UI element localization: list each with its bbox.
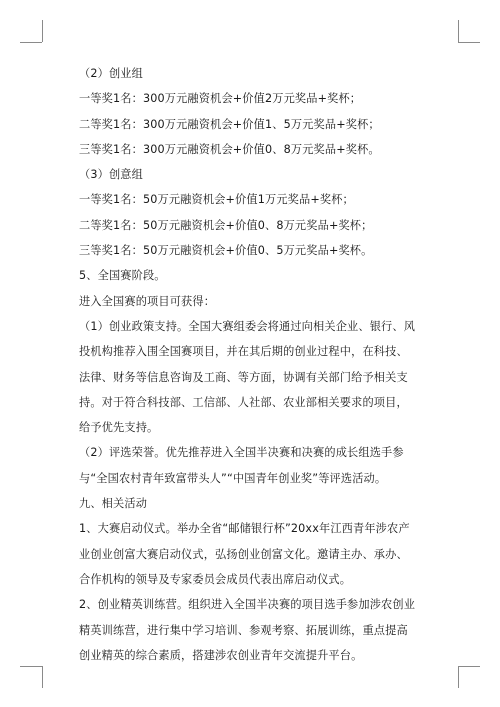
paragraph-policy-support: （1）创业政策支持。全国大赛组委会将通过向相关企业、银行、风投机构推荐入围全国赛项目，并在其后期的创业过程中，在科技、法律、财务等信息咨询及工商、等方面，协调有关部门给予相关支持。对于符合科技部、工信部、人社部、农业部相关要求的项目，给予优先支持。 (79, 319, 416, 435)
crop-mark-bottom-left (42, 666, 43, 688)
prize-line: 一等奖1名：300万元融资机会+价值2万元奖品+奖杯； (79, 92, 362, 106)
paragraph-honors: （2）评选荣誉。优先推荐进入全国半决赛和决赛的成长组选手参与“全国农村青年致富带头人”“中国青年创业奖”等评选活动。 (79, 446, 404, 485)
crop-mark-top-right (458, 42, 480, 43)
crop-mark-bottom-right (458, 666, 459, 688)
document-body (79, 61, 419, 668)
prize-line: 三等奖1名：50万元融资机会+价值0、5万元奖品+奖杯。 (79, 244, 373, 258)
paragraph-launch-ceremony: 1、大赛启动仪式。举办全省“邮储银行杯”20xx年江西青年涉农产业创业创富大赛启动仪式，弘扬创业创富文化。邀请主办、承办、合作机构的领导及专家委员会成员代表出席启动仪式。 (79, 522, 410, 586)
crop-mark-top-right (458, 20, 459, 42)
prize-line: 二等奖1名：300万元融资机会+价值1、5万元奖品+奖杯； (79, 117, 380, 131)
subsection-heading-idea-group: （3）创意组 (79, 168, 143, 182)
prize-line: 二等奖1名：50万元融资机会+价值0、8万元奖品+奖杯； (79, 218, 373, 232)
paragraph-training-camp: 2、创业精英训练营。组织进入全国半决赛的项目选手参加涉农创业精英训练营，进行集中学习培训、参观考察、拓展训练，重点提高创业精英的综合素质，搭建涉农创业青年交流提升平台。 (79, 598, 416, 662)
crop-mark-bottom-right (458, 666, 480, 667)
prize-line: 一等奖1名：50万元融资机会+价值1万元奖品+奖杯； (79, 193, 354, 207)
crop-mark-top-left (42, 20, 43, 42)
crop-mark-top-left (20, 42, 42, 43)
section-heading-national-stage: 5、全国赛阶段。 (79, 269, 166, 283)
paragraph: 进入全国赛的项目可获得： (79, 294, 216, 308)
prize-line: 三等奖1名：300万元融资机会+价值0、8万元奖品+奖杯。 (79, 142, 380, 156)
section-heading-activities: 九、相关活动 (79, 497, 148, 511)
subsection-heading-startup-group: （2）创业组 (79, 67, 143, 80)
crop-mark-bottom-left (20, 666, 42, 667)
